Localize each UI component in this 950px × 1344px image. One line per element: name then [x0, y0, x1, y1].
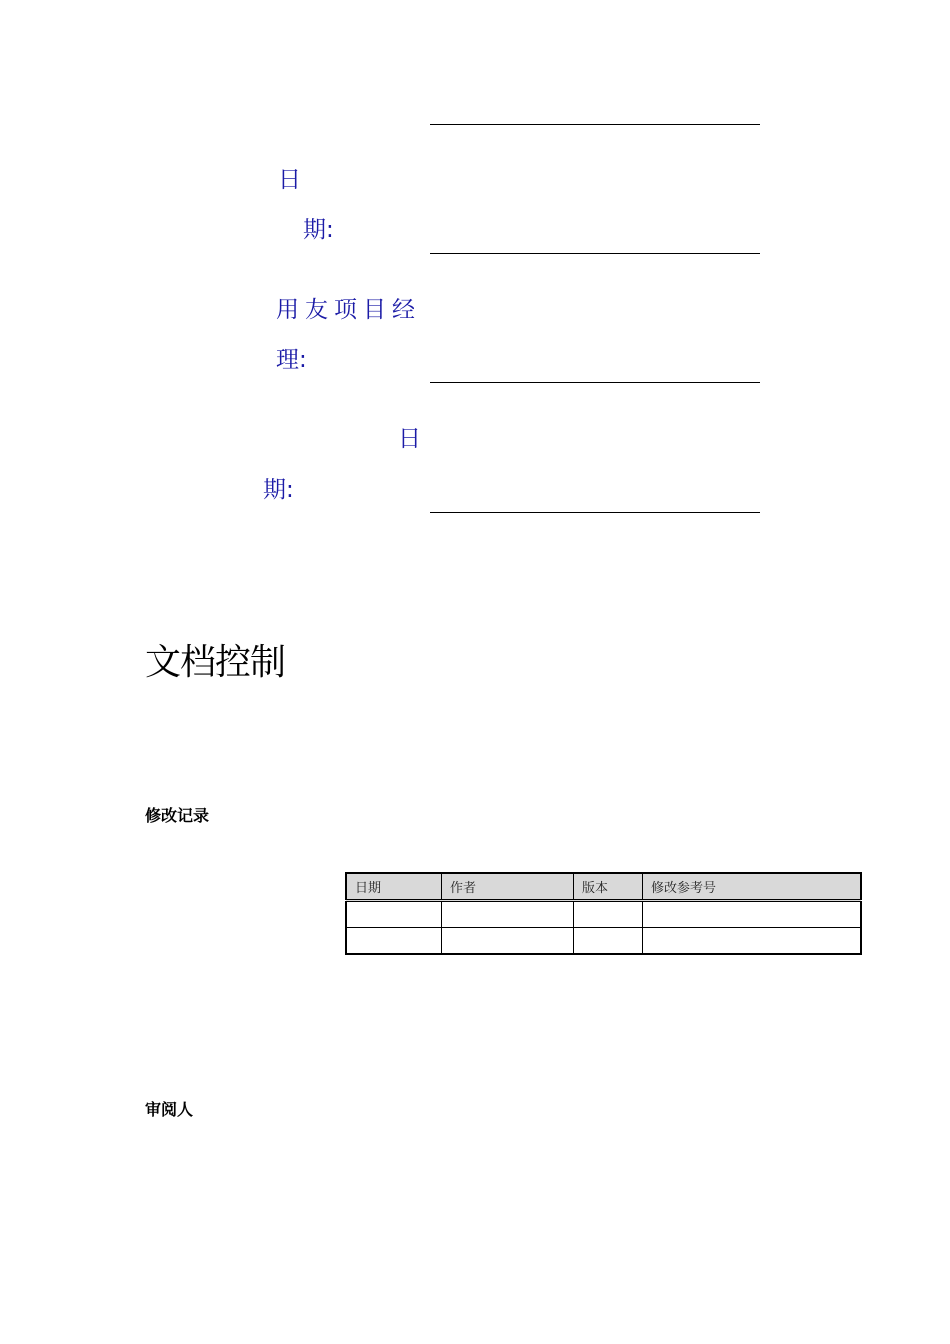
table-cell	[442, 901, 574, 928]
revision-heading: 修改记录	[145, 806, 210, 825]
column-header-date: 日期	[346, 873, 442, 901]
table-cell	[346, 928, 442, 955]
table-cell	[442, 928, 574, 955]
table-cell	[643, 901, 862, 928]
column-header-version: 版本	[574, 873, 643, 901]
table-cell	[643, 928, 862, 955]
manager-label-part2: 理:	[276, 347, 307, 373]
date-label-2-part2: 期:	[263, 477, 294, 503]
table-header-row	[346, 873, 861, 901]
manager-label-part1: 用友项目经	[276, 297, 421, 323]
table-row	[346, 928, 861, 955]
date-line-2	[430, 512, 760, 513]
table-row	[346, 901, 861, 928]
table-cell	[346, 901, 442, 928]
reviewers-heading: 审阅人	[145, 1100, 194, 1119]
manager-signature-line	[430, 382, 760, 383]
date-label-1-part1: 日	[278, 167, 301, 193]
date-label-1-part2: 期:	[303, 217, 334, 243]
signature-line-1	[430, 124, 760, 125]
column-header-change-ref: 修改参考号	[643, 873, 862, 901]
page-title: 文档控制	[145, 642, 286, 683]
date-line-1	[430, 253, 760, 254]
revision-table	[345, 872, 862, 955]
table-cell	[574, 901, 643, 928]
date-label-2-part1: 日	[398, 426, 421, 452]
column-header-author: 作者	[442, 873, 574, 901]
table-cell	[574, 928, 643, 955]
